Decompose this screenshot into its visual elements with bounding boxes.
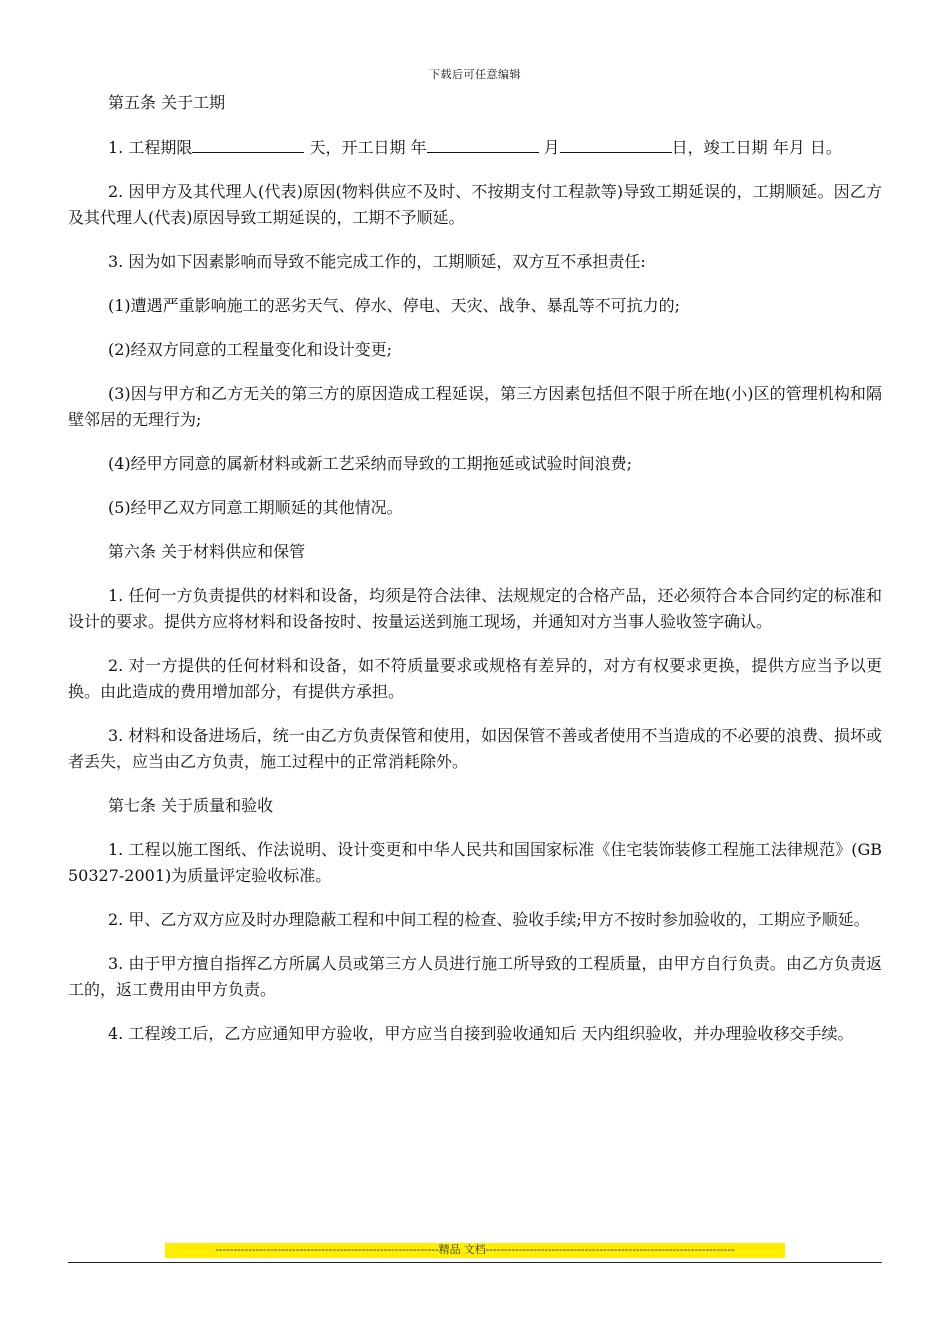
clause-1-text-a: 1. 工程期限 <box>108 138 193 157</box>
article-5-clause-3: 3. 因为如下因素影响而导致不能完成工作的，工期顺延，双方互不承担责任: <box>108 252 646 271</box>
article-5-clause-1 <box>68 134 882 161</box>
footer-watermark: -------------------------------------------------------------精品 文档-------------------------------------------------------------------- <box>165 1243 785 1258</box>
article-7-clause-4: 4. 工程竣工后，乙方应通知甲方验收，甲方应当自接到验收通知后 天内组织验收，并办理验收移交手续。 <box>108 1024 854 1043</box>
article-5-title: 第五条 关于工期 <box>108 93 226 112</box>
article-7-clause-3: 3. 由于甲方擅自指挥乙方所属人员或第三方人员进行施工所导致的工程质量，由甲方自行负责。由乙方负责返工的，返工费用由甲方负责。 <box>68 954 882 999</box>
article-5-clause-3-item-4: (4)经甲方同意的属新材料或新工艺采纳而导致的工期拖延或试验时间浪费; <box>108 454 633 473</box>
clause-1-text-d: 日，竣工日期 年月 日。 <box>671 138 842 157</box>
clause-1-text-b: 天，开工日期 年 <box>309 138 427 157</box>
article-5-clause-3-item-5: (5)经甲乙双方同意工期顺延的其他情况。 <box>108 498 403 517</box>
article-5-clause-2: 2. 因甲方及其代理人(代表)原因(物料供应不及时、不按期支付工程款等)导致工期延误的，工期顺延。因乙方及其代理人(代表)原因导致工期延误的，工期不予顺延。 <box>68 182 882 227</box>
article-5-clause-3-item-3: (3)因与甲方和乙方无关的第三方的原因造成工程延误，第三方因素包括但不限于所在地(小)区的管理机构和隔壁邻居的无理行为; <box>68 384 882 429</box>
clause-1-text-c: 月 <box>543 138 560 157</box>
article-5-clause-3-item-1: (1)遭遇严重影响施工的恶劣天气、停水、停电、天灾、战争、暴乱等不可抗力的; <box>108 296 681 315</box>
start-day-blank <box>560 134 672 153</box>
start-month-blank <box>427 134 539 153</box>
footer-divider <box>68 1262 882 1263</box>
article-7-clause-2: 2. 甲、乙方双方应及时办理隐蔽工程和中间工程的检查、验收手续;甲方不按时参加验收的，工期应予顺延。 <box>108 910 870 929</box>
article-7-title: 第七条 关于质量和验收 <box>108 796 274 815</box>
article-5-clause-3-item-2: (2)经双方同意的工程量变化和设计变更; <box>108 340 393 359</box>
page-header: 下载后可任意编辑 <box>429 68 521 81</box>
duration-blank <box>192 134 304 153</box>
article-6-clause-2: 2. 对一方提供的任何材料和设备，如不符质量要求或规格有差异的，对方有权要求更换，提供方应当予以更换。由此造成的费用增加部分，有提供方承担。 <box>68 656 882 701</box>
article-6-clause-1: 1. 任何一方负责提供的材料和设备，均须是符合法律、法规规定的合格产品，还必须符合本合同约定的标准和设计的要求。提供方应将材料和设备按时、按量运送到施工现场，并通知对方当事人验收签字确认。 <box>68 586 882 631</box>
article-7-clause-1: 1. 工程以施工图纸、作法说明、设计变更和中华人民共和国国家标准《住宅装饰装修工程施工法律规范》(GB 50327-2001)为质量评定验收标准。 <box>68 840 882 885</box>
article-6-title: 第六条 关于材料供应和保管 <box>108 542 306 561</box>
article-6-clause-3: 3. 材料和设备进场后，统一由乙方负责保管和使用，如因保管不善或者使用不当造成的不必要的浪费、损坏或者丢失，应当由乙方负责，施工过程中的正常消耗除外。 <box>68 726 882 771</box>
document-body <box>68 90 882 1065</box>
